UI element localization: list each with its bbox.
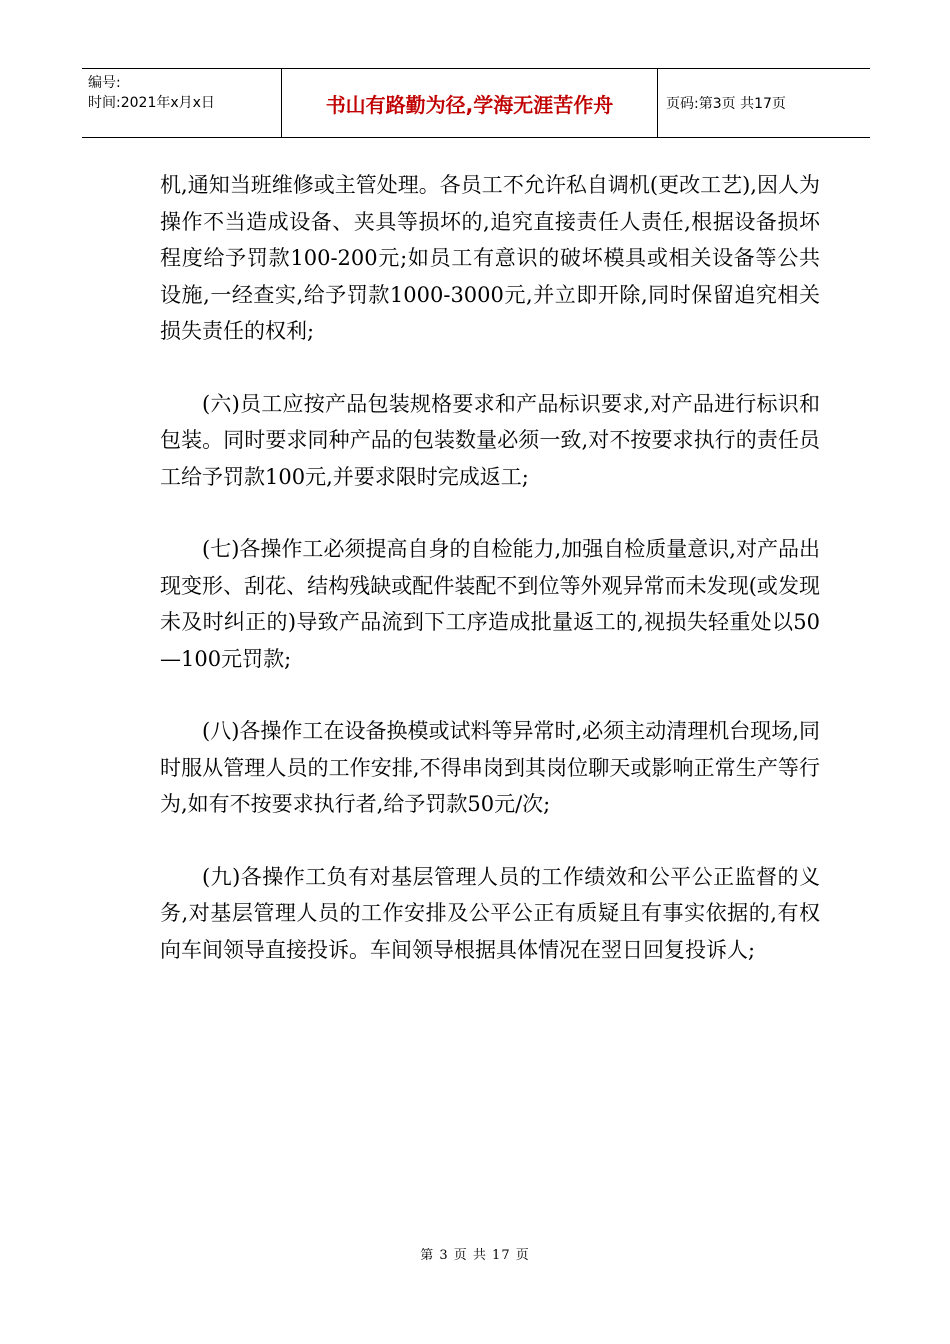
paragraph-eight: (八)各操作工在设备换模或试料等异常时,必须主动清理机台现场,同时服从管理人员的工作安排,不得串岗到其岗位聊天或影响正常生产等行为,如有不按要求执行者,给予罚款50元/次;: [160, 719, 820, 816]
paragraph-seven: (七)各操作工必须提高自身的自检能力,加强自检质量意识,对产品出现变形、刮花、结构残缺或配件装配不到位等外观异常而未发现(或发现未及时纠正的)导致产品流到下工序造成批量返工的,视损失轻重处以50—100元罚款;: [160, 537, 820, 671]
document-number-label: 编号:: [88, 75, 121, 91]
header-page-info: 页码:第3页 共17页: [666, 96, 786, 112]
header-meta: [82, 69, 282, 137]
document-time-label: 时间:2021年x月x日: [88, 95, 215, 111]
paragraph-six: (六)员工应按产品包装规格要求和产品标识要求,对产品进行标识和包装。同时要求同种产品的包装数量必须一致,对不按要求执行的责任员工给予罚款100元,并要求限时完成返工;: [160, 391, 820, 489]
page-footer: 第 3 页 共 17 页: [420, 1248, 530, 1263]
page-header: [82, 68, 870, 138]
header-motto: 书山有路勤为径,学海无涯苦作舟: [282, 69, 658, 137]
paragraph-continued: 机,通知当班维修或主管处理。各员工不允许私自调机(更改工艺),因人为操作不当造成设备、夹具等损坏的,追究直接责任人责任,根据设备损坏程度给予罚款100-200元;如员工有意识的破坏模具或相关设备等公共设施,一经查实,给予罚款1000-3000元,并立即开除,同时保留追究相关损失责任的权利;: [160, 173, 820, 343]
document-body: [160, 167, 820, 1004]
paragraph-nine: (九)各操作工负有对基层管理人员的工作绩效和公平公正监督的义务,对基层管理人员的工作安排及公平公正有质疑且有事实依据的,有权向车间领导直接投诉。车间领导根据具体情况在翌日回复投诉人;: [160, 864, 820, 962]
